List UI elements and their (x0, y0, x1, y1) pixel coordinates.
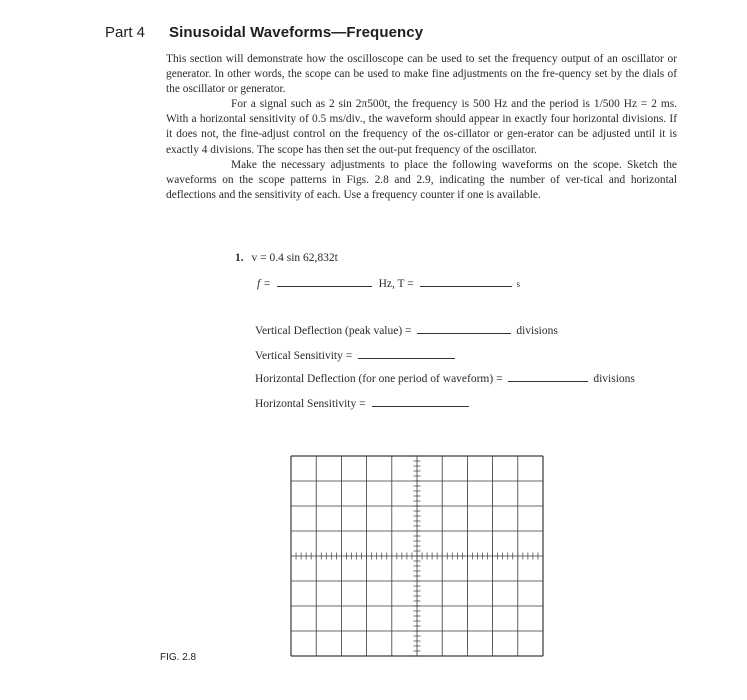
oscilloscope-grid-graphic (290, 455, 544, 657)
vertical-deflection-blank[interactable] (417, 323, 511, 334)
vertical-sensitivity-line (255, 348, 455, 362)
horizontal-deflection-unit: divisions (593, 373, 635, 385)
frequency-blank[interactable] (277, 276, 372, 287)
vertical-deflection-unit: divisions (516, 325, 558, 337)
vertical-sensitivity-blank[interactable] (358, 348, 455, 359)
frequency-period-line (257, 276, 520, 290)
period-blank[interactable] (420, 276, 512, 287)
paragraph-intro: This section will demonstrate how the oscilloscope can be used to set the frequency output of an oscillator or generator. In other words, the scope can be used to make fine adjustments on the fre-quency set by the dials of the oscillator or generator. (166, 53, 677, 96)
horizontal-sensitivity-blank[interactable] (372, 396, 469, 407)
section-title: Sinusoidal Waveforms—Frequency (169, 24, 424, 41)
hz-period-label: Hz, T = (378, 278, 414, 290)
frequency-label: f = (257, 278, 271, 290)
problem-equation-line (235, 252, 338, 264)
horizontal-deflection-label: Horizontal Deflection (for one period of waveform) = (255, 373, 503, 385)
vertical-deflection-label: Vertical Deflection (peak value) = (255, 325, 412, 337)
seconds-unit: s (516, 279, 520, 289)
horizontal-deflection-line (255, 371, 635, 385)
oscilloscope-grid[interactable] (290, 455, 544, 657)
paragraph-task: Make the necessary adjustments to place the following waveforms on the scope. Sketch the waveforms on the scope patterns in Figs. 2.8 and 2.9, indicating the number of ver-tical and horizontal deflections and the sensitivity of each. Use a frequency counter if one is available. (166, 158, 677, 201)
paragraph-example: For a signal such as 2 sin 2π500t, the frequency is 500 Hz and the period is 1/500 Hz = 2 ms. With a horizontal sensitivity of 0.5 ms/div., the waveform should appear in exactly four horizontal divisions. If it does not, the fine-adjust control on the frequency of the os-cillator or gen-erator can be adjusted until it is exactly 4 divisions. The scope has then set the out-put frequency of the oscillator. (166, 98, 677, 156)
problem-equation: v = 0.4 sin 62,832t (251, 252, 338, 264)
figure-label: FIG. 2.8 (160, 652, 197, 663)
horizontal-deflection-blank[interactable] (508, 371, 588, 382)
horizontal-sensitivity-line (255, 396, 469, 410)
part-label: Part 4 (105, 24, 146, 41)
horizontal-sensitivity-label: Horizontal Sensitivity = (255, 398, 366, 410)
instructions-text (166, 52, 677, 203)
vertical-sensitivity-label: Vertical Sensitivity = (255, 350, 353, 362)
vertical-deflection-line (255, 323, 558, 337)
problem-number: 1. (235, 252, 244, 264)
